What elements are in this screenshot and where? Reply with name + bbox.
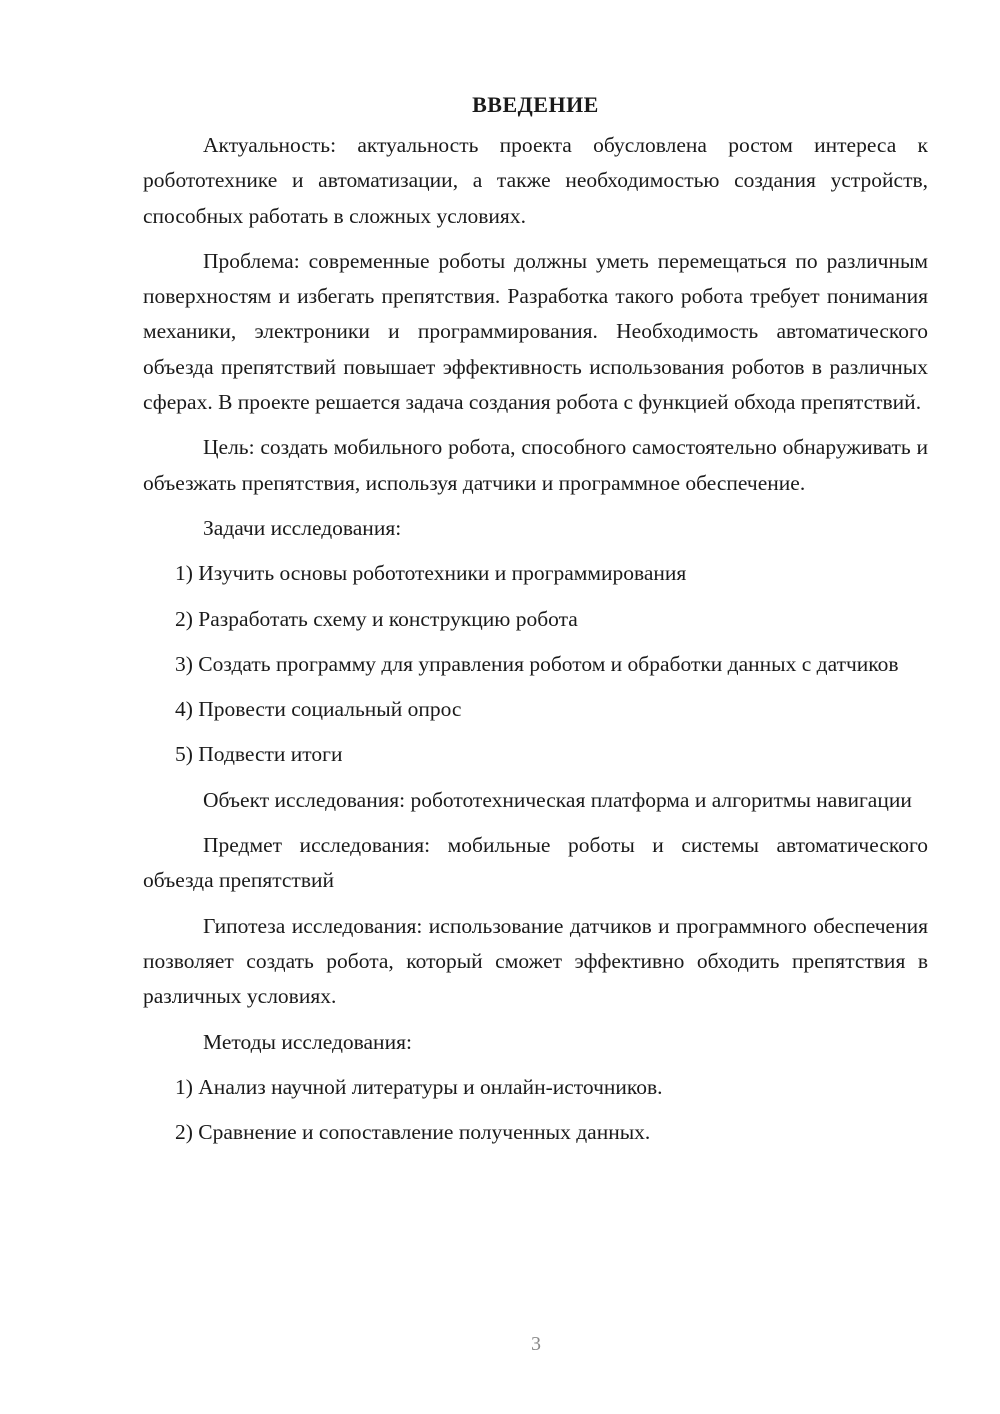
paragraph-object: Объект исследования: робототехническая платформа и алгоритмы навигации	[203, 787, 912, 812]
method-item: 1) Анализ научной литературы и онлайн-источников.	[175, 1074, 663, 1099]
paragraph-subject: Предмет исследования: мобильные роботы и системы автоматического объезда препятствий	[143, 833, 928, 893]
document-page	[143, 90, 928, 1160]
methods-title: Методы исследования:	[203, 1029, 412, 1054]
task-item: 1) Изучить основы робототехники и программирования	[175, 561, 687, 586]
task-item: 2) Разработать схему и конструкцию робота	[175, 606, 578, 631]
page-number: 3	[531, 1333, 541, 1355]
paragraph-relevance: Актуальность: актуальность проекта обусловлена ростом интереса к робототехнике и автоматизации, а также необходимостью создания устройств, способных работать в сложных условиях.	[143, 133, 928, 228]
task-item: 5) Подвести итоги	[175, 742, 343, 767]
tasks-title: Задачи исследования:	[203, 515, 402, 540]
section-heading: ВВЕДЕНИЕ	[472, 92, 599, 117]
task-item: 3) Создать программу для управления роботом и обработки данных с датчиков	[175, 651, 899, 676]
paragraph-problem: Проблема: современные роботы должны уметь перемещаться по различным поверхностям и избегать препятствия. Разработка такого робота требует понимания механики, электроники и программирования. Необходимость автоматического объезда препятствий повышает эффективность использования роботов в различных сферах. В проекте решается задача создания робота с функцией обхода препятствий.	[143, 248, 928, 415]
paragraph-goal: Цель: создать мобильного робота, способного самостоятельно обнаруживать и объезжать препятствия, используя датчики и программное обеспечение.	[143, 435, 928, 495]
paragraph-hypothesis: Гипотеза исследования: использование датчиков и программного обеспечения позволяет создать робота, который сможет эффективно обходить препятствия в различных условиях.	[143, 913, 928, 1009]
task-item: 4) Провести социальный опрос	[175, 697, 462, 722]
method-item: 2) Сравнение и сопоставление полученных данных.	[175, 1120, 651, 1145]
